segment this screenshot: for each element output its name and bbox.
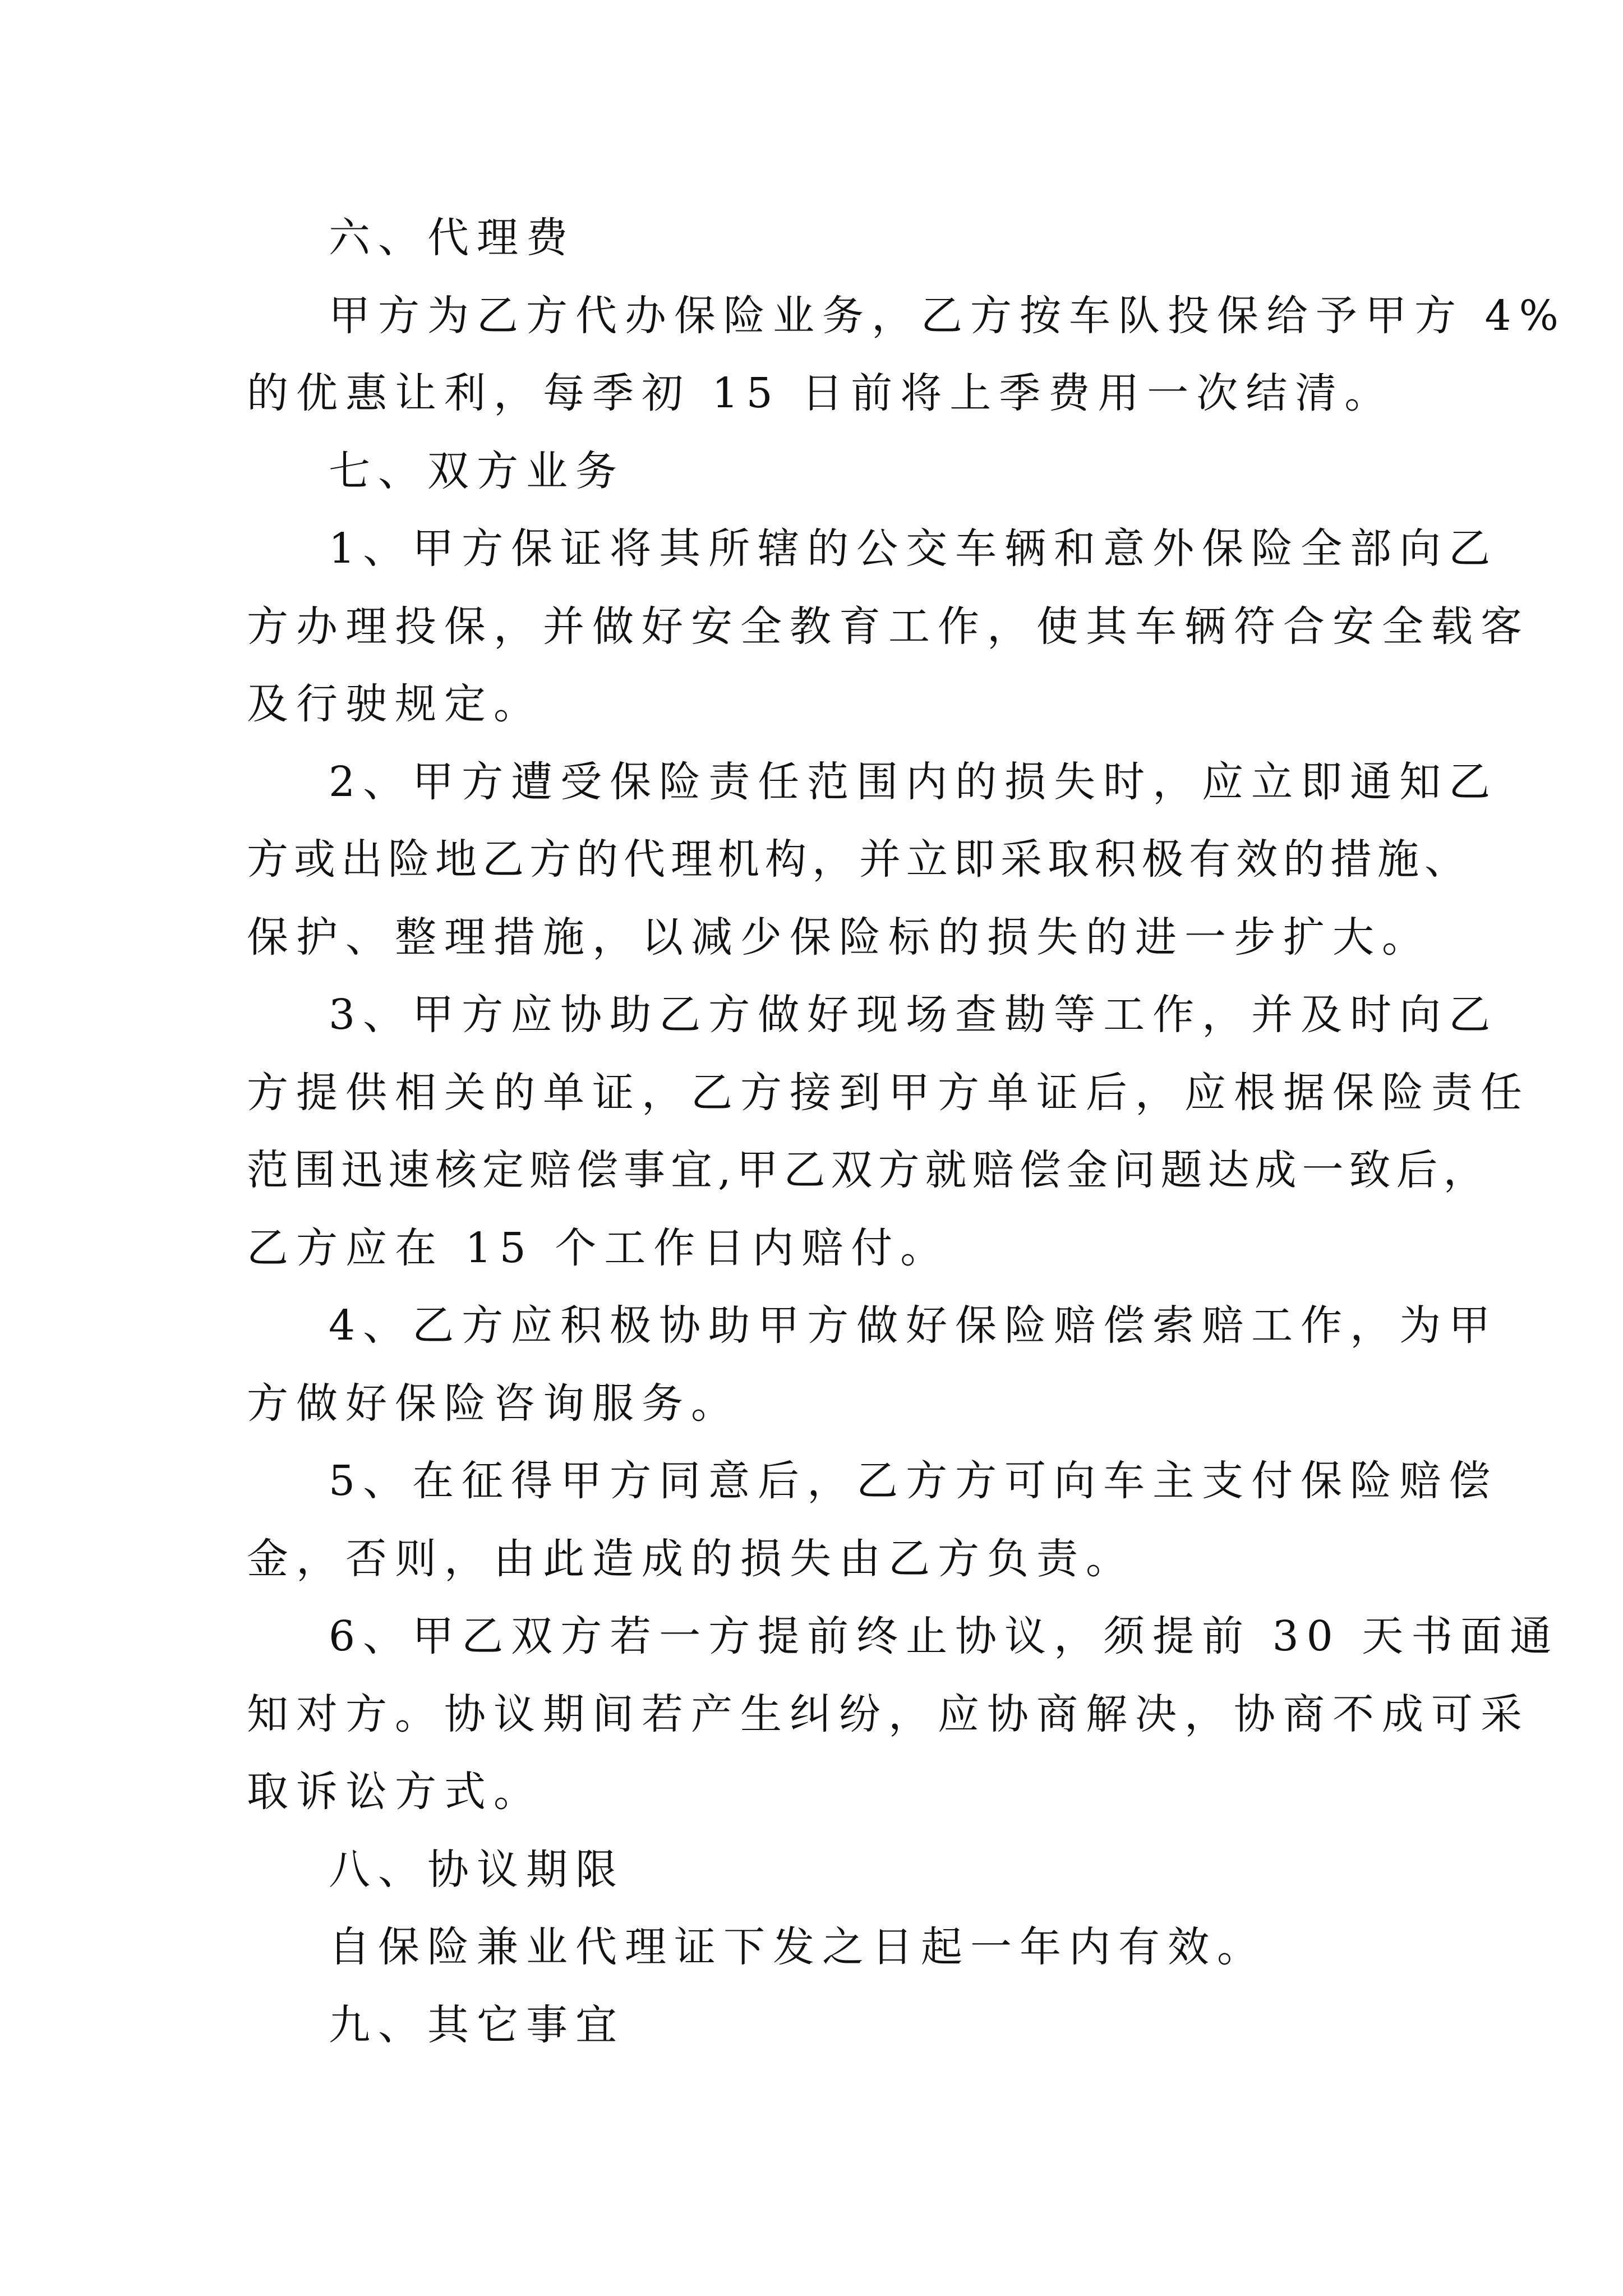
- section-heading-agreement-term: 八、协议期限: [329, 1845, 625, 1894]
- paragraph-line: 3、甲方应协助乙方做好现场查勘等工作，并及时向乙: [329, 991, 1498, 1039]
- paragraph-line: 1、甲方保证将其所辖的公交车辆和意外保险全部向乙: [329, 524, 1498, 573]
- section-heading-agency-fee: 六、代理费: [329, 214, 575, 262]
- paragraph-line: 2、甲方遭受保险责任范围内的损失时，应立即通知乙: [329, 757, 1498, 806]
- paragraph-line: 方办理投保，并做好安全教育工作，使其车辆符合安全载客: [247, 602, 1530, 651]
- paragraph-line: 自保险兼业代理证下发之日起一年内有效。: [329, 1923, 1266, 1971]
- paragraph-line: 方做好保险咨询服务。: [247, 1379, 740, 1428]
- paragraph-line: 乙方应在 15 个工作日内赔付。: [247, 1223, 950, 1272]
- paragraph-line: 金，否则，由此造成的损失由乙方负责。: [247, 1534, 1135, 1583]
- paragraph-line: 甲方为乙方代办保险业务，乙方按车队投保给予甲方 4%: [329, 291, 1566, 340]
- section-heading-mutual-business: 七、双方业务: [329, 447, 625, 495]
- document-body: [247, 199, 1566, 2064]
- paragraph-line: 的优惠让利，每季初 15 日前将上季费用一次结清。: [247, 369, 1394, 417]
- paragraph-line: 5、在征得甲方同意后，乙方方可向车主支付保险赔偿: [329, 1457, 1498, 1505]
- paragraph-line: 6、甲乙双方若一方提前终止协议，须提前 30 天书面通: [329, 1612, 1560, 1660]
- paragraph-line: 范围迅速核定赔偿事宜,甲乙双方就赔偿金问题达成一致后，: [247, 1146, 1491, 1194]
- paragraph-line: 保护、整理措施，以减少保险标的损失的进一步扩大。: [247, 913, 1431, 961]
- paragraph-line: 4、乙方应积极协助甲方做好保险赔偿索赔工作，为甲: [329, 1301, 1498, 1350]
- section-heading-other-matters: 九、其它事宜: [329, 2000, 625, 2049]
- paragraph-line: 方提供相关的单证，乙方接到甲方单证后，应根据保险责任: [247, 1068, 1530, 1117]
- paragraph-line: 及行驶规定。: [247, 680, 543, 728]
- paragraph-line: 方或出险地乙方的代理机构，并立即采取积极有效的措施、: [247, 835, 1472, 884]
- paragraph-line: 取诉讼方式。: [247, 1768, 543, 1816]
- paragraph-line: 知对方。协议期间若产生纠纷，应协商解决，协商不成可采: [247, 1690, 1530, 1738]
